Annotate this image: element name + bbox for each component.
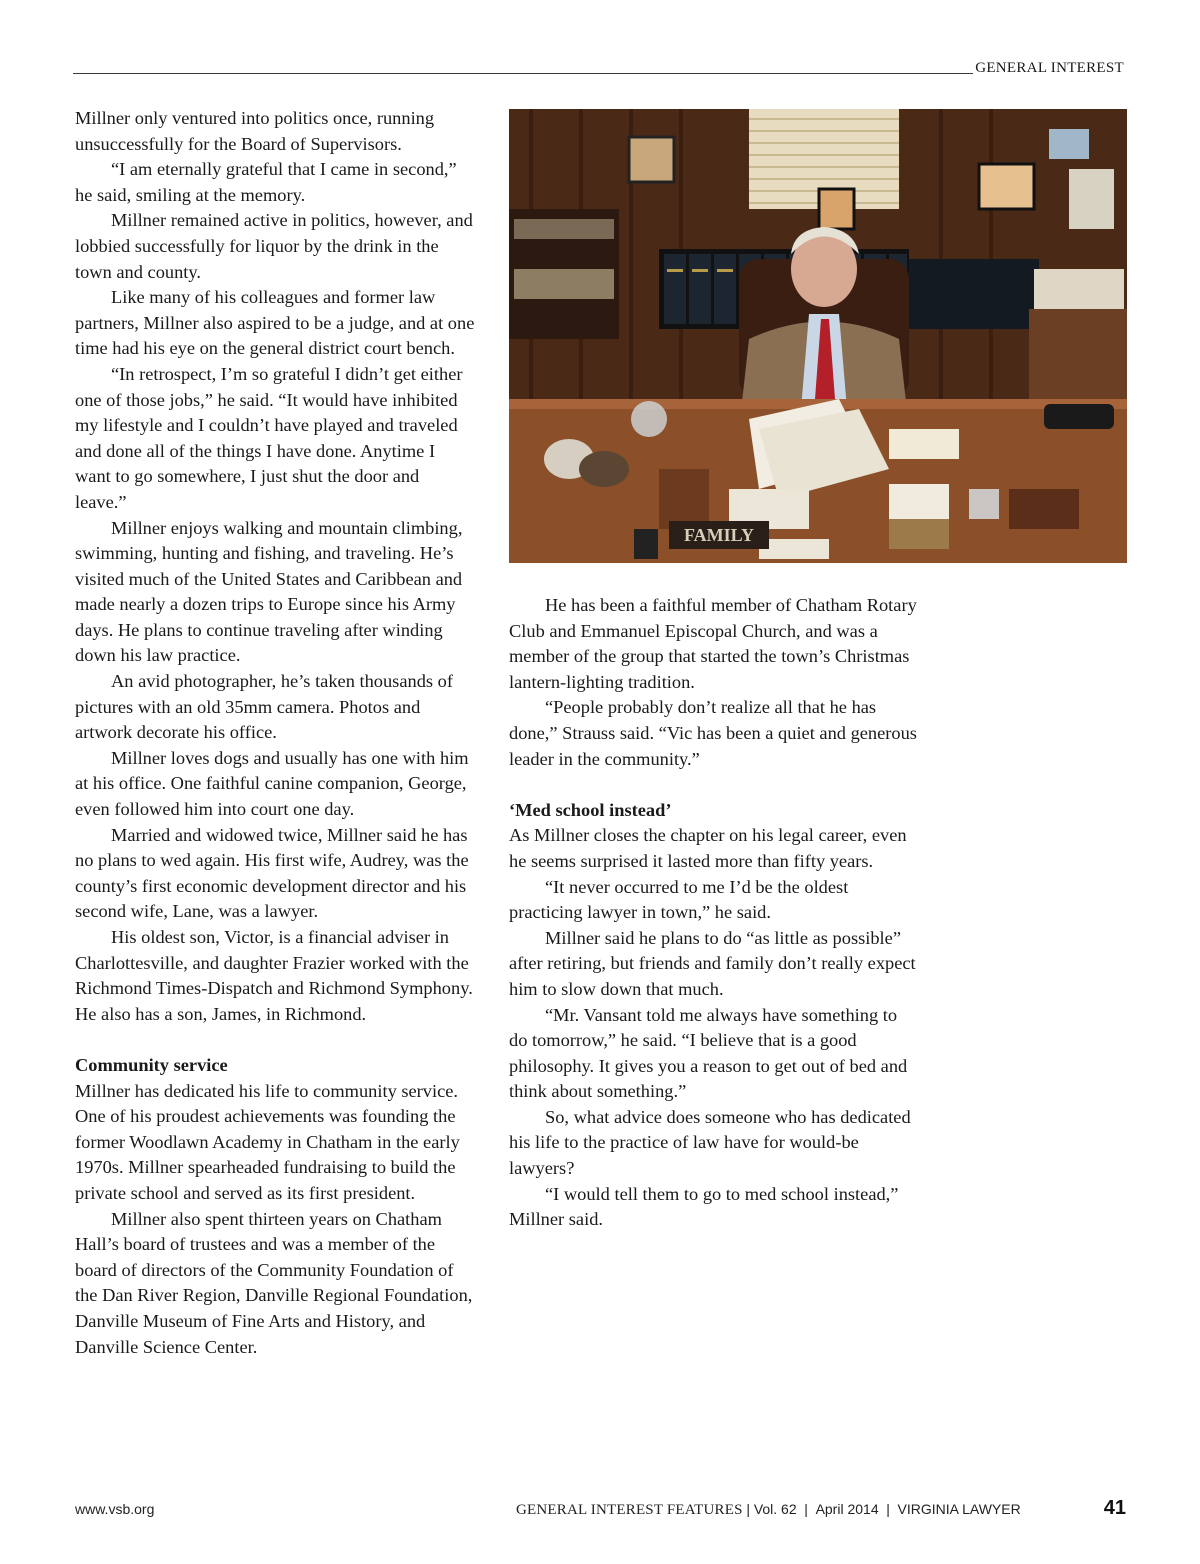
paragraph: “Mr. Vansant told me always have something to do tomorrow,” he said. “I believe that is a good philosophy. It gives you a reason to get out of bed and think about something.”: [509, 1004, 908, 1102]
footer-publication: VIRGINIA LAWYER: [897, 1501, 1021, 1517]
paragraph: “People probably don’t realize all that he has done,” Strauss said. “Vic has been a quiet and generous leader in the community.”: [509, 697, 917, 769]
paragraph: Millner only ventured into politics once, running unsuccessfully for the Board of Supervisors.: [75, 108, 435, 154]
paragraph: Like many of his colleagues and former law partners, Millner also aspired to be a judge, and at one time had his eye on the general district court bench.: [75, 287, 475, 359]
footer-separator: |: [800, 1501, 812, 1517]
paragraph: Millner loves dogs and usually has one with him at his office. One faithful canine companion, George, even followed him into court one day.: [75, 747, 469, 820]
paragraph: “I would tell them to go to med school instead,” Millner said.: [509, 1183, 899, 1230]
subhead-med-school: ‘Med school instead’: [509, 799, 672, 820]
paragraph: He has been a faithful member of Chatham Rotary Club and Emmanuel Episcopal Church, and was a member of the group that started the town’s Christmas lantern-lighting tradition.: [509, 595, 917, 692]
paragraph: Millner remained active in politics, however, and lobbied successfully for liquor by the drink in the town and county.: [75, 210, 473, 282]
paragraph: An avid photographer, he’s taken thousands of pictures with an old 35mm camera. Photos and artwork decorate his office.: [75, 671, 453, 743]
paragraph: “In retrospect, I’m so grateful I didn’t get either one of those jobs,” he said. “It would have inhibited my lifestyle and I couldn’t have played and traveled and done all of the things I have done. Anytime I want to go somewhere, I just shut the door and leave.”: [75, 363, 463, 512]
header-rule: [73, 73, 973, 74]
paragraph: So, what advice does someone who has dedicated his life to the practice of law have for would-be lawyers?: [509, 1106, 911, 1179]
footer-separator: |: [746, 1501, 751, 1517]
desk-sign-text: FAMILY: [683, 525, 755, 545]
footer-date: April 2014: [815, 1501, 879, 1517]
footer-volume: Vol. 62: [753, 1501, 797, 1517]
left-column: [75, 106, 475, 1360]
office-photo-illustration: [509, 109, 1127, 563]
paragraph: “I am eternally grateful that I came in second,” he said, smiling at the memory.: [75, 159, 457, 205]
footer-credit: [516, 1501, 1021, 1519]
paragraph: Married and widowed twice, Millner said he has no plans to wed again. His first wife, Audrey, was the county’s first economic development director and his second wife, Lane, was a lawyer.: [75, 824, 469, 922]
office-photo: [509, 109, 1127, 563]
subhead-community-service: Community service: [75, 1054, 228, 1075]
footer-features: GENERAL INTEREST FEATURES: [516, 1502, 743, 1518]
footer-separator: |: [882, 1501, 894, 1517]
right-column: [509, 593, 919, 1233]
paragraph: “It never occurred to me I’d be the oldest practicing lawyer in town,” he said.: [509, 876, 849, 923]
paragraph: His oldest son, Victor, is a financial adviser in Charlottesville, and daughter Frazier worked with the Richmond Times-Dispatch and Richmond Symphony. He also has a son, James, in Richmond.: [75, 927, 473, 1024]
paragraph: Millner also spent thirteen years on Chatham Hall’s board of trustees and was a member of the board of directors of the Community Foundation of the Dan River Region, Danville Regional Foundation, Danville Museum of Fine Arts and History, and Danville Science Center.: [75, 1208, 473, 1357]
section-label: GENERAL INTEREST: [975, 60, 1124, 76]
page-number: 41: [1103, 1497, 1126, 1519]
paragraph: As Millner closes the chapter on his legal career, even he seems surprised it lasted more than fifty years.: [509, 825, 907, 871]
paragraph: Millner enjoys walking and mountain climbing, swimming, hunting and fishing, and traveling. He’s visited much of the United States and Caribbean and made nearly a dozen trips to Europe since his Army days. He plans to continue traveling after winding down his law practice.: [75, 517, 463, 666]
paragraph: Millner said he plans to do “as little as possible” after retiring, but friends and family don’t really expect him to slow down that much.: [509, 927, 916, 999]
paragraph: Millner has dedicated his life to community service. One of his proudest achievements was founding the former Woodlawn Academy in Chatham in the early 1970s. Millner spearheaded fundraising to build the private school and served as its first president.: [75, 1080, 460, 1203]
footer-url-link[interactable]: www.vsb.org: [75, 1501, 155, 1517]
